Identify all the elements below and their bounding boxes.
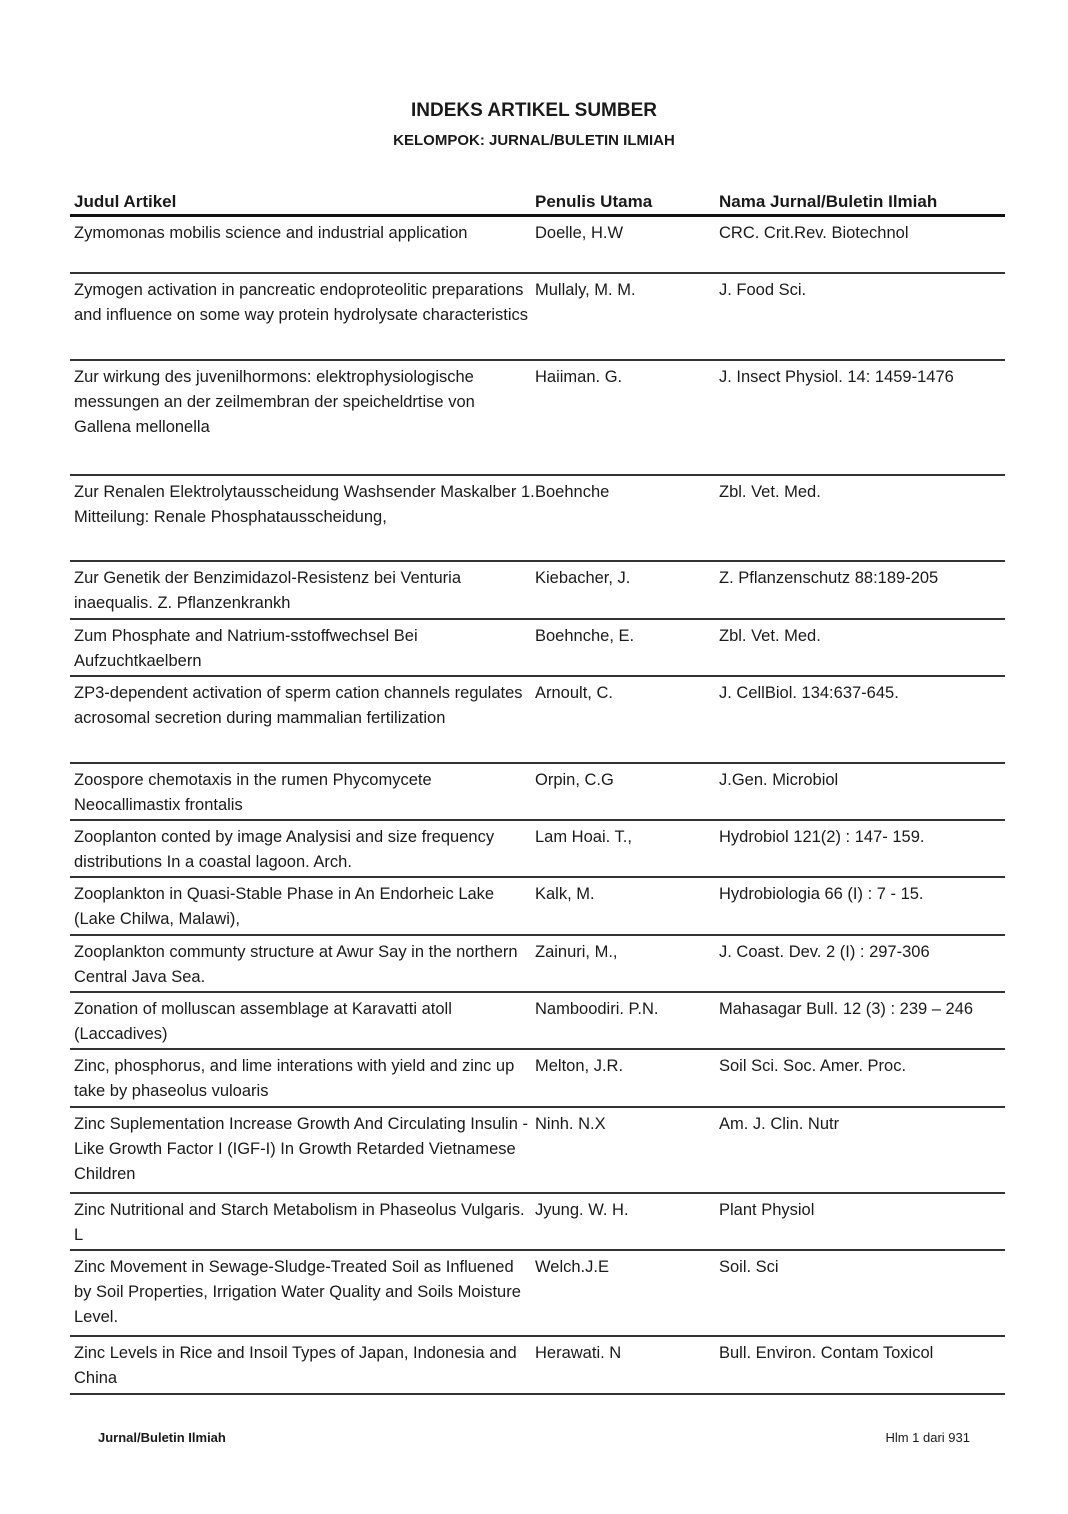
article-author: Boehnche, E.: [535, 627, 635, 645]
table-row: [70, 620, 1005, 677]
article-title: Zur Genetik der Benzimidazol-Resistenz bei Venturia inaequalis. Z. Pflanzenkrankh: [74, 569, 462, 612]
article-title: ZP3-dependent activation of sperm cation channels regulates acrosomal secretion during mammalian fertilization: [74, 684, 523, 727]
article-journal: J. Food Sci.: [719, 281, 807, 299]
article-journal: Am. J. Clin. Nutr: [719, 1115, 840, 1133]
article-title: Zymogen activation in pancreatic endoproteolitic preparations and influence on some way protein hydrolysate characteristics: [74, 281, 528, 324]
article-title: Zum Phosphate and Natrium-sstoffwechsel Bei Aufzuchtkaelbern: [74, 627, 418, 670]
article-title: Zinc Nutritional and Starch Metabolism in Phaseolus Vulgaris. L: [74, 1201, 525, 1244]
article-title: Zooplanton conted by image Analysisi and size frequency distributions In a coastal lagoon. Arch.: [74, 828, 495, 871]
table-row: [70, 274, 1005, 361]
column-header-author: Penulis Utama: [535, 192, 653, 211]
article-author: Orpin, C.G: [535, 771, 614, 789]
table-row: [70, 1050, 1005, 1108]
page-title: INDEKS ARTIKEL SUMBER: [411, 100, 657, 121]
article-author: Melton, J.R.: [535, 1057, 624, 1075]
article-journal: Z. Pflanzenschutz 88:189-205: [719, 569, 939, 587]
article-author: Boehnche: [535, 483, 610, 501]
table-row: [70, 562, 1005, 620]
article-journal: J.Gen. Microbiol: [719, 771, 839, 789]
article-journal: Soil. Sci: [719, 1258, 779, 1276]
article-journal: Hydrobiol 121(2) : 147- 159.: [719, 828, 925, 846]
article-journal: CRC. Crit.Rev. Biotechnol: [719, 224, 909, 242]
table-row: [70, 878, 1005, 936]
article-journal: J. Coast. Dev. 2 (I) : 297-306: [719, 943, 930, 961]
article-title: Zur wirkung des juvenilhormons: elektrophysiologische messungen an der zeilmembran der speicheldrtise von Gallena mellonella: [74, 368, 475, 436]
table-row: [70, 993, 1005, 1050]
article-journal: Zbl. Vet. Med.: [719, 483, 821, 501]
table-row: [70, 936, 1005, 993]
column-header-title: Judul Artikel: [74, 192, 177, 211]
article-title: Zur Renalen Elektrolytausscheidung Washsender Maskalber 1. Mitteilung: Renale Phosphatausscheidung,: [74, 483, 535, 526]
article-title: Zooplankton in Quasi-Stable Phase in An Endorheic Lake (Lake Chilwa, Malawi),: [74, 885, 495, 928]
article-journal: Soil Sci. Soc. Amer. Proc.: [719, 1057, 907, 1075]
article-journal: Zbl. Vet. Med.: [719, 627, 821, 645]
article-title: Zinc Suplementation Increase Growth And Circulating Insulin - Like Growth Factor I (IGF-I) In Growth Retarded Vietnamese Children: [74, 1115, 528, 1183]
article-author: Jyung. W. H.: [535, 1201, 629, 1219]
article-author: Mullaly, M. M.: [535, 281, 636, 299]
article-author: Welch.J.E: [535, 1258, 609, 1276]
table-row: [70, 476, 1005, 562]
article-title: Zinc Movement in Sewage-Sludge-Treated Soil as Influened by Soil Properties, Irrigation Water Quality and Soils Moisture Level.: [74, 1258, 521, 1326]
article-index-table: [70, 186, 1005, 1395]
article-author: Haiiman. G.: [535, 368, 623, 386]
article-author: Kalk, M.: [535, 885, 595, 903]
article-title: Zonation of molluscan assemblage at Karavatti atoll (Laccadives): [74, 1000, 452, 1043]
article-title: Zinc Levels in Rice and Insoil Types of Japan, Indonesia and China: [74, 1344, 517, 1387]
footer-document-type: Jurnal/Buletin Ilmiah: [98, 1430, 226, 1445]
article-journal: Hydrobiologia 66 (I) : 7 - 15.: [719, 885, 924, 903]
table-row: [70, 361, 1005, 476]
footer-page-number: Hlm 1 dari 931: [885, 1430, 970, 1445]
table-row: [70, 1251, 1005, 1337]
article-author: Ninh. N.X: [535, 1115, 606, 1133]
article-author: Namboodiri. P.N.: [535, 1000, 659, 1018]
article-journal: J. Insect Physiol. 14: 1459-1476: [719, 368, 954, 386]
table-header: [70, 186, 1005, 217]
table-row: [70, 1337, 1005, 1395]
article-title: Zymomonas mobilis science and industrial application: [74, 224, 468, 242]
article-journal: J. CellBiol. 134:637-645.: [719, 684, 899, 702]
article-title: Zooplankton communty structure at Awur Say in the northern Central Java Sea.: [74, 943, 518, 986]
table-row: [70, 677, 1005, 764]
article-author: Lam Hoai. T.,: [535, 828, 632, 846]
article-title: Zoospore chemotaxis in the rumen Phycomycete Neocallimastix frontalis: [74, 771, 432, 814]
table-row: [70, 1194, 1005, 1251]
page-subtitle: KELOMPOK: JURNAL/BULETIN ILMIAH: [393, 132, 675, 149]
column-header-journal: Nama Jurnal/Buletin Ilmiah: [719, 192, 938, 211]
article-journal: Mahasagar Bull. 12 (3) : 239 – 246: [719, 1000, 974, 1018]
article-journal: Bull. Environ. Contam Toxicol: [719, 1344, 934, 1362]
article-author: Doelle, H.W: [535, 224, 624, 242]
article-title: Zinc, phosphorus, and lime interations with yield and zinc up take by phaseolus vuloaris: [74, 1057, 515, 1100]
table-row: [70, 1108, 1005, 1194]
article-author: Kiebacher, J.: [535, 569, 631, 587]
article-journal: Plant Physiol: [719, 1201, 815, 1219]
article-author: Herawati. N: [535, 1344, 622, 1362]
article-author: Zainuri, M.,: [535, 943, 618, 961]
table-row: [70, 821, 1005, 878]
article-author: Arnoult, C.: [535, 684, 613, 702]
table-row: [70, 217, 1005, 274]
table-row: [70, 764, 1005, 821]
